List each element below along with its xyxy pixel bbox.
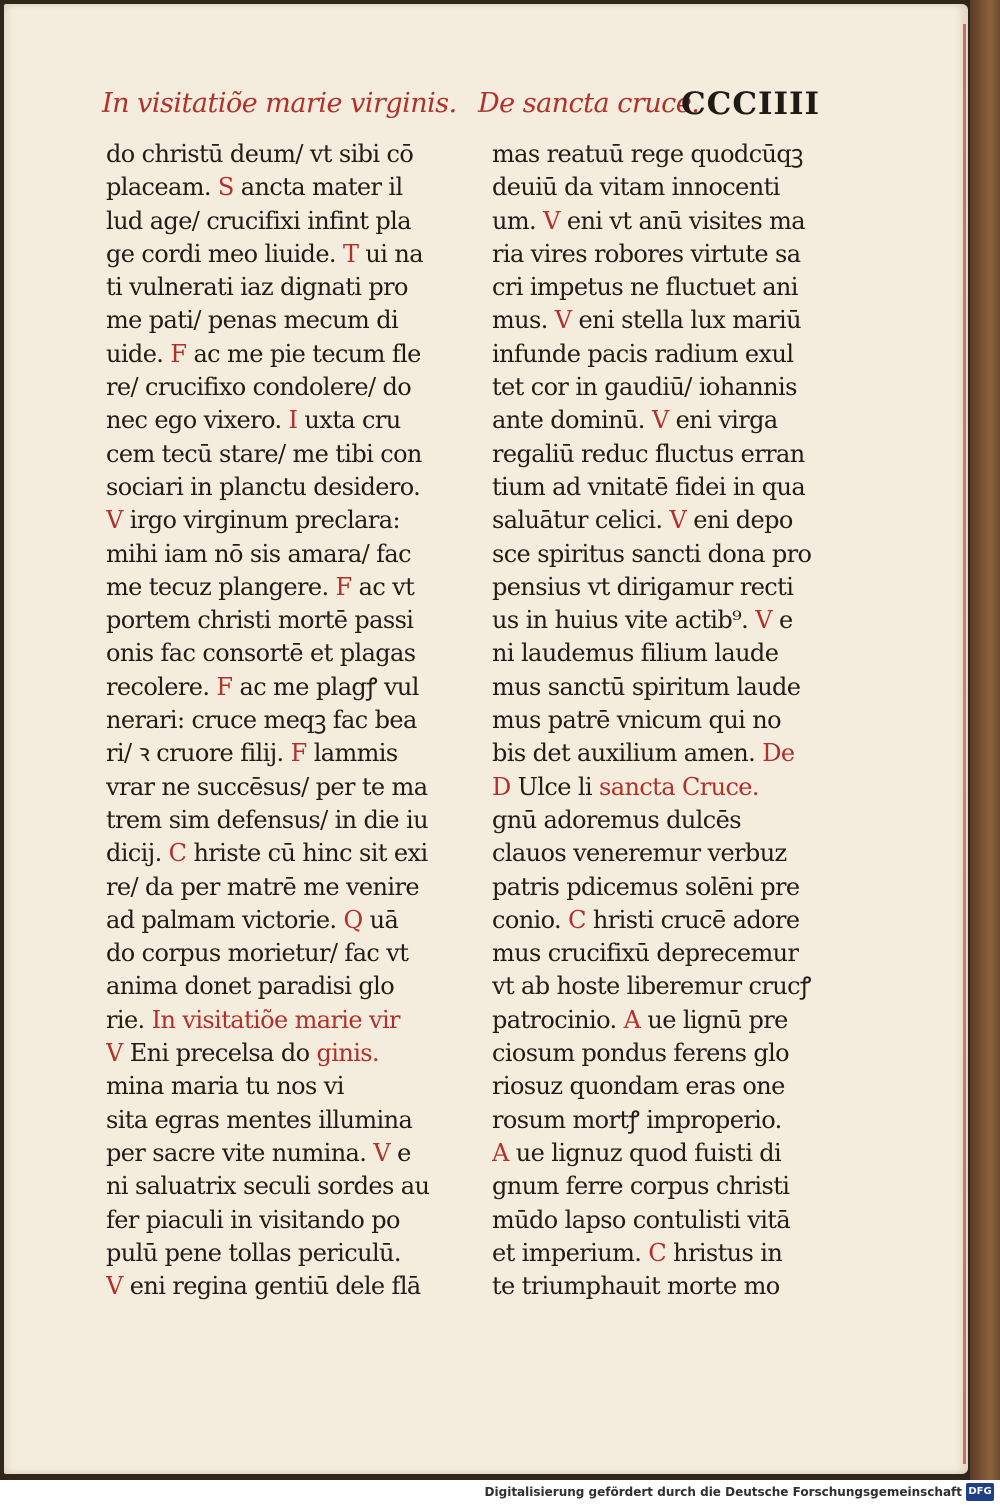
body-text: saluātur celici. [492, 506, 670, 535]
text-line [106, 205, 448, 238]
text-line [492, 1170, 834, 1203]
text-line [492, 937, 834, 970]
text-line [106, 804, 448, 837]
text-line [106, 571, 448, 604]
page-red-edge [963, 24, 966, 1464]
body-text: ciosum pondus ferens glo [492, 1039, 790, 1068]
rubric-text: F [216, 672, 233, 701]
text-line [106, 970, 448, 1003]
rubric-text: F [335, 572, 352, 601]
rubric-text: I [288, 406, 298, 435]
body-text: uā [362, 905, 399, 934]
text-line [106, 471, 448, 504]
body-text: Ulce li [510, 772, 600, 801]
body-text: deuiū da vitam innocenti [492, 173, 780, 202]
rubric-text: C [568, 905, 586, 934]
body-text: ti vulnerati iaz dignati pro [106, 273, 408, 302]
body-text: ria vires robores virtute sa [492, 239, 801, 268]
text-line [492, 271, 834, 304]
body-text: uide. [106, 339, 171, 368]
body-text: ui na [358, 239, 423, 268]
rubric-text: V [651, 406, 669, 435]
body-text: uxta cru [297, 406, 401, 435]
text-line [492, 238, 834, 271]
body-text: lammis [306, 739, 398, 768]
body-text: us in huius vite actib⁹. [492, 606, 756, 635]
rubric-text: sancta Cruce. [599, 772, 759, 801]
rubric-text: C [168, 839, 187, 868]
text-line [492, 737, 834, 770]
text-line [106, 771, 448, 804]
text-line [106, 404, 448, 437]
body-text: ac vt [351, 572, 415, 601]
text-line [492, 637, 834, 670]
text-line [106, 171, 448, 204]
rubric-text: V [106, 1272, 123, 1301]
body-text: recolere. [106, 672, 217, 701]
body-text: ge cordi meo liuide. [106, 239, 343, 268]
rubric-text: F [170, 339, 187, 368]
text-line [106, 438, 448, 471]
body-text: me pati/ penas mecum di [106, 306, 399, 335]
body-text: re/ crucifixo condolere/ do [106, 373, 412, 402]
text-line [106, 338, 448, 371]
text-line [106, 1270, 448, 1303]
rubric-text: F [290, 739, 307, 768]
body-text: gnum ferre corpus christi [492, 1172, 790, 1201]
header-rubric-left: In visitatiõe marie virginis. [102, 88, 457, 119]
body-text: um. [492, 206, 544, 235]
body-text: mūdo lapso contulisti vitā [492, 1205, 791, 1234]
text-line [106, 937, 448, 970]
text-line [492, 837, 834, 870]
body-text: mus crucifixū deprecemur [492, 939, 799, 968]
text-line [106, 538, 448, 571]
body-text: ri/ ꝛ cruore filij. [106, 739, 291, 768]
body-text: et imperium. [492, 1238, 649, 1267]
text-line [492, 438, 834, 471]
text-line [492, 871, 834, 904]
running-header [102, 88, 824, 132]
rubric-text: A [492, 1138, 509, 1167]
text-line [492, 904, 834, 937]
body-text: gnū adoremus dulcēs [492, 805, 741, 834]
body-text: re/ da per matrē me venire [106, 872, 419, 901]
text-line [106, 1137, 448, 1170]
text-column-left [106, 138, 448, 1303]
body-text: ue lignuz quod fuisti di [508, 1138, 782, 1167]
body-text: clauos veneremur verbuz [492, 839, 787, 868]
text-line [106, 1004, 448, 1037]
text-line [106, 637, 448, 670]
text-line [106, 837, 448, 870]
body-text: infunde pacis radium exul [492, 339, 794, 368]
body-text: cem tecū stare/ me tibi con [106, 439, 422, 468]
body-text: irgo virginum preclara: [122, 506, 400, 535]
text-line [492, 338, 834, 371]
text-line [492, 1270, 834, 1303]
text-line [106, 1070, 448, 1103]
body-text: portem christi mortē passi [106, 606, 414, 635]
body-text: ac me pie tecum fle [186, 339, 421, 368]
body-text: lud age/ crucifixi infint pla [106, 206, 411, 235]
rubric-text: V [543, 206, 560, 235]
text-line [492, 604, 834, 637]
rubric-text: De [762, 739, 795, 768]
text-line [492, 304, 834, 337]
body-text: patrocinio. [492, 1005, 624, 1034]
body-text: rosum mortꝭ improperio. [492, 1105, 782, 1134]
text-line [106, 371, 448, 404]
text-line [492, 504, 834, 537]
rubric-text: In visitatiõe marie vir [151, 1005, 400, 1034]
body-text: mihi iam nō sis amara/ fac [106, 539, 411, 568]
body-text: mus sanctū spiritum laude [492, 672, 801, 701]
text-line [106, 138, 448, 171]
body-text: ue lignū pre [640, 1005, 788, 1034]
body-text: regaliū reduc fluctus erran [492, 439, 805, 468]
body-text: nerari: cruce meqꝫ fac bea [106, 706, 417, 735]
body-text: ni laudemus filium laude [492, 639, 779, 668]
rubric-text: V [373, 1138, 391, 1167]
body-text: nec ego vixero. [106, 406, 289, 435]
body-text: tet cor in gaudiū/ iohannis [492, 373, 797, 402]
body-text: ac me plagꝭ vul [232, 672, 419, 701]
text-line [492, 1237, 834, 1270]
body-text: anima donet paradisi glo [106, 972, 395, 1001]
funding-notice: Digitalisierung gefördert durch die Deutsche Forschungsgemeinschaft [484, 1485, 962, 1499]
text-line [492, 171, 834, 204]
text-line [492, 205, 834, 238]
text-line [106, 304, 448, 337]
body-text: e [771, 606, 793, 635]
body-text: vrar ne succēsus/ per te ma [106, 772, 428, 801]
rubric-text: Q [343, 905, 363, 934]
text-line [492, 704, 834, 737]
rubric-text: V [106, 506, 123, 535]
text-line [106, 1170, 448, 1203]
body-text: vt ab hoste liberemur crucꝭ [492, 972, 811, 1001]
body-text: placeam. [106, 173, 218, 202]
body-text: e [390, 1138, 411, 1167]
header-rubric-right: De sancta cruce. [478, 88, 700, 119]
dfg-logo: DFG [966, 1483, 994, 1501]
body-text: me tecuz plangere. [106, 572, 336, 601]
text-line [492, 471, 834, 504]
text-line [106, 704, 448, 737]
body-text: mus patrē vnicum qui no [492, 706, 781, 735]
body-text: cri impetus ne fluctuet ani [492, 273, 798, 302]
body-text: tium ad vnitatē fidei in qua [492, 472, 806, 501]
text-line [492, 771, 834, 804]
rubric-text: D [492, 772, 511, 801]
text-line [492, 1204, 834, 1237]
rubric-text: A [623, 1005, 641, 1034]
text-line [492, 804, 834, 837]
body-text: sociari in planctu desidero. [106, 472, 421, 501]
text-line [492, 1104, 834, 1137]
rubric-text: V [554, 306, 572, 335]
body-text: patris pdicemus solēni pre [492, 872, 800, 901]
body-text: sce spiritus sancti dona pro [492, 539, 812, 568]
body-text: rie. [106, 1005, 152, 1034]
text-line [106, 671, 448, 704]
body-text: eni vt anū visites ma [559, 206, 805, 235]
folio-number: CCCIIII [680, 86, 820, 122]
body-text: eni stella lux mariū [571, 306, 801, 335]
body-text: do corpus morietur/ fac vt [106, 939, 409, 968]
text-line [106, 271, 448, 304]
text-line [106, 604, 448, 637]
text-line [106, 1037, 448, 1070]
body-text: eni virga [668, 406, 778, 435]
text-line [106, 1204, 448, 1237]
body-text: bis det auxilium amen. [492, 739, 763, 768]
text-line [492, 1004, 834, 1037]
text-line [492, 671, 834, 704]
text-line [492, 538, 834, 571]
rubric-text: T [342, 239, 359, 268]
body-text: mina maria tu nos vi [106, 1072, 344, 1101]
text-line [106, 1237, 448, 1270]
body-text: Eni precelsa do [122, 1039, 317, 1068]
body-text: fer piaculi in visitando po [106, 1205, 400, 1234]
body-text: hristi crucē adore [585, 905, 800, 934]
body-text: per sacre vite numina. [106, 1138, 374, 1167]
body-text: hriste cū hinc sit exi [186, 839, 428, 868]
text-line [106, 238, 448, 271]
body-text: sita egras mentes illumina [106, 1105, 413, 1134]
text-line [492, 138, 834, 171]
body-text: eni depo [686, 506, 793, 535]
body-text: onis fac consortē et plagas [106, 639, 416, 668]
book-cover-edge [970, 0, 1000, 1480]
body-text: mus. [492, 306, 555, 335]
text-line [106, 904, 448, 937]
rubric-text: S [217, 173, 234, 202]
rubric-text: V [755, 606, 772, 635]
rubric-text: V [669, 506, 687, 535]
text-line [492, 1070, 834, 1103]
body-text: dicij. [106, 839, 169, 868]
body-text: riosuz quondam eras one [492, 1072, 785, 1101]
body-text: ante dominū. [492, 406, 652, 435]
body-text: trem sim defensus/ in die iu [106, 805, 428, 834]
text-line [106, 504, 448, 537]
body-text: te triumphauit morte mo [492, 1272, 780, 1301]
text-line [106, 737, 448, 770]
body-text: pulū pene tollas periculū. [106, 1238, 401, 1267]
digitization-footer [0, 1480, 1000, 1505]
rubric-text: ginis. [316, 1039, 380, 1068]
text-line [492, 571, 834, 604]
text-line [492, 404, 834, 437]
text-line [106, 871, 448, 904]
text-line [492, 1037, 834, 1070]
text-line [492, 371, 834, 404]
text-line [492, 1137, 834, 1170]
body-text: ni saluatrix seculi sordes au [106, 1172, 430, 1201]
rubric-text: C [648, 1238, 667, 1267]
body-text: eni regina gentiū dele flā [122, 1272, 421, 1301]
body-text: mas reatuū rege quodcūqꝫ [492, 140, 803, 168]
text-line [492, 970, 834, 1003]
body-text: ancta mater il [233, 173, 403, 202]
body-text: hristus in [666, 1238, 783, 1267]
body-text: pensius vt dirigamur recti [492, 572, 794, 601]
text-line [106, 1104, 448, 1137]
text-column-right [492, 138, 834, 1303]
body-text: do christū deum/ vt sibi cō [106, 140, 414, 168]
body-text: ad palmam victorie. [106, 905, 344, 934]
rubric-text: V [106, 1039, 123, 1068]
body-text: conio. [492, 905, 569, 934]
